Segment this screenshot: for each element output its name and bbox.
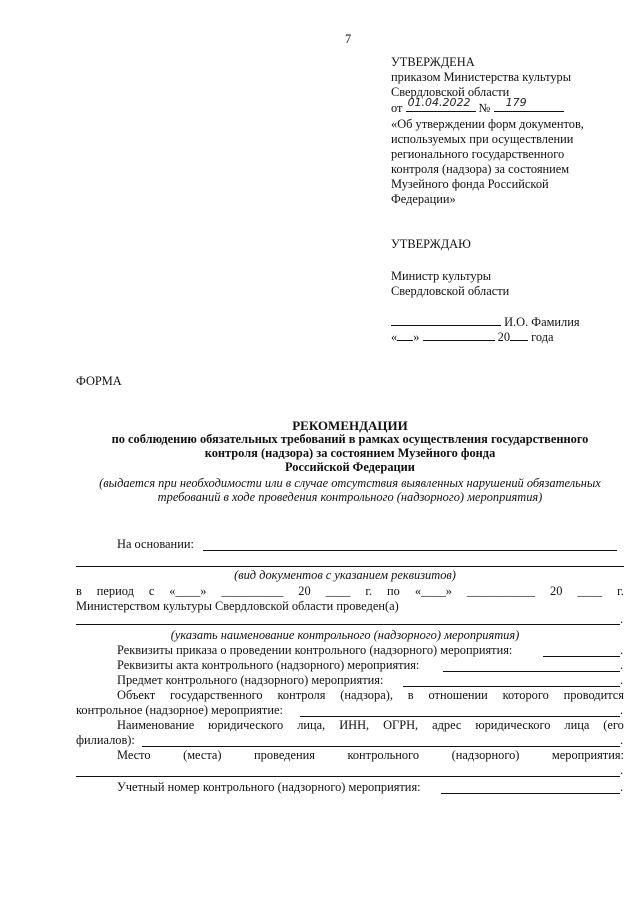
signature-field[interactable]: [391, 314, 501, 326]
approval-title: УТВЕРЖДЕНА: [391, 55, 475, 69]
entity-word: адрес: [432, 718, 462, 732]
year-suffix: года: [531, 330, 554, 344]
signature-line: [391, 314, 580, 330]
heading-line-1: по соблюдению обязательных требований в рамках осуществления государственного: [111, 432, 589, 446]
basis-field[interactable]: [203, 550, 617, 551]
period-word: 20: [550, 584, 563, 598]
object-word: (надзора),: [340, 688, 393, 702]
period-start-day-field[interactable]: «____»: [169, 584, 207, 598]
period-end-year-field[interactable]: ____: [577, 584, 603, 598]
entity-word: юридического: [208, 718, 284, 732]
event-end-mark: .: [620, 612, 624, 626]
period-word: 20: [298, 584, 311, 598]
approve-position-1: Министр культуры: [391, 269, 492, 283]
heading-line-3: Российской Федерации: [285, 460, 415, 474]
heading-note-2: требований в ходе проведения контрольного (надзорного) мероприятия): [157, 490, 543, 504]
order-number-field[interactable]: [494, 96, 564, 112]
approval-subject-2: используемых при осуществлении: [391, 132, 574, 146]
year-prefix: 20: [497, 330, 511, 344]
subject-event-end: .: [620, 673, 624, 687]
act-details-label: Реквизиты акта контрольного (надзорного) мероприятия:: [117, 658, 420, 672]
form-label: ФОРМА: [76, 374, 122, 388]
object-word: проводится: [563, 688, 624, 702]
period-word: период: [96, 584, 134, 598]
heading-note-1: (выдается при необходимости или в случае отсутствия выявленных нарушений обязательных: [99, 476, 601, 490]
object-line: [117, 688, 624, 703]
approval-subject-4: контроля (надзора) за состоянием: [391, 162, 570, 176]
place-field[interactable]: [76, 776, 620, 777]
date-close-quote: »: [413, 330, 420, 344]
entity-word: ИНН,: [339, 718, 370, 732]
approve-position-2: Свердловской области: [391, 284, 510, 298]
object-field[interactable]: [300, 716, 620, 717]
place-word: проведения: [254, 748, 315, 762]
place-word: Место: [117, 748, 151, 762]
basis-label: На основании:: [117, 537, 194, 551]
period-start-month-field[interactable]: __________: [221, 584, 284, 598]
entity-line-2: филиалов):: [76, 733, 135, 747]
entity-word: лица,: [297, 718, 326, 732]
entity-word: лица: [564, 718, 590, 732]
period-line: [76, 584, 624, 599]
approve-month-field[interactable]: [423, 329, 495, 341]
entity-line: [117, 718, 624, 733]
event-name-field[interactable]: [76, 624, 620, 625]
order-date-handwritten: 01.04.2022: [407, 96, 471, 109]
approval-subject-5: Музейного фонда Российской: [391, 177, 549, 191]
subject-event-field[interactable]: [403, 686, 620, 687]
date-open-quote: «: [391, 330, 398, 344]
object-word: Объект: [117, 688, 156, 702]
place-word: (надзорного): [451, 748, 520, 762]
period-end-day-field[interactable]: «____»: [414, 584, 452, 598]
order-number-handwritten: 179: [505, 96, 527, 109]
place-word: (места): [183, 748, 222, 762]
object-end: .: [620, 703, 624, 717]
approval-subject-3: регионального государственного: [391, 147, 565, 161]
place-line: [117, 748, 624, 763]
entity-end: .: [620, 733, 624, 747]
approval-subject-1: «Об утверждении форм документов,: [391, 117, 584, 131]
heading-line-2: контроля (надзора) за состоянием Музейного фонда: [204, 446, 496, 460]
subject-event-label: Предмет контрольного (надзорного) мероприятия:: [117, 673, 384, 687]
place-end: .: [620, 763, 624, 777]
ministry-line: Министерством культуры Свердловской области проведен(а): [76, 599, 399, 613]
basis-field-continued[interactable]: [76, 566, 624, 567]
order-details-label: Реквизиты приказа о проведении контрольного (надзорного) мероприятия:: [117, 643, 513, 657]
signer-name: И.О. Фамилия: [504, 315, 580, 329]
account-number-label: Учетный номер контрольного (надзорного) мероприятия:: [117, 780, 421, 794]
entity-word: (его: [603, 718, 624, 732]
approval-subject-6: Федерации»: [391, 192, 456, 206]
basis-hint: (вид документов с указанием реквизитов): [234, 568, 456, 582]
approve-year-field[interactable]: [510, 329, 528, 341]
object-word: контроля: [277, 688, 326, 702]
order-details-end: .: [620, 643, 624, 657]
period-end-month-field[interactable]: ___________: [466, 584, 536, 598]
period-word: по: [387, 584, 400, 598]
act-details-field[interactable]: [443, 671, 620, 672]
account-number-field[interactable]: [441, 793, 620, 794]
entity-word: Наименование: [117, 718, 195, 732]
object-line-2: контрольное (надзорное) мероприятие:: [76, 703, 283, 717]
order-date-field[interactable]: [406, 96, 476, 112]
approval-line-2: Свердловской области: [391, 85, 510, 99]
entity-word: юридического: [475, 718, 551, 732]
period-word: с: [148, 584, 155, 598]
period-word: г.: [617, 584, 624, 598]
approval-line-1: приказом Министерства культуры: [391, 70, 572, 84]
number-sign: №: [478, 101, 491, 115]
period-word: г.: [365, 584, 373, 598]
from-prefix: от: [391, 101, 403, 115]
approve-day-field[interactable]: [397, 329, 413, 341]
object-word: отношении: [428, 688, 488, 702]
object-word: в: [407, 688, 414, 702]
page-number: 7: [345, 32, 352, 46]
object-word: которого: [502, 688, 549, 702]
account-number-end: .: [620, 780, 624, 794]
entity-field[interactable]: [142, 746, 620, 747]
order-details-field[interactable]: [543, 656, 620, 657]
event-hint: (указать наименование контрольного (надзорного) мероприятия): [170, 628, 520, 642]
place-word: контрольного: [347, 748, 420, 762]
period-start-year-field[interactable]: ____: [325, 584, 351, 598]
object-word: государственного: [169, 688, 263, 702]
place-word: мероприятия:: [551, 748, 624, 762]
approve-date-line: [391, 329, 554, 345]
act-details-end: .: [620, 658, 624, 672]
approval-order-line: [391, 96, 564, 116]
entity-word: ОГРН,: [383, 718, 419, 732]
period-word: в: [76, 584, 82, 598]
heading-title: РЕКОМЕНДАЦИИ: [292, 418, 408, 433]
approve-title: УТВЕРЖДАЮ: [391, 237, 471, 251]
